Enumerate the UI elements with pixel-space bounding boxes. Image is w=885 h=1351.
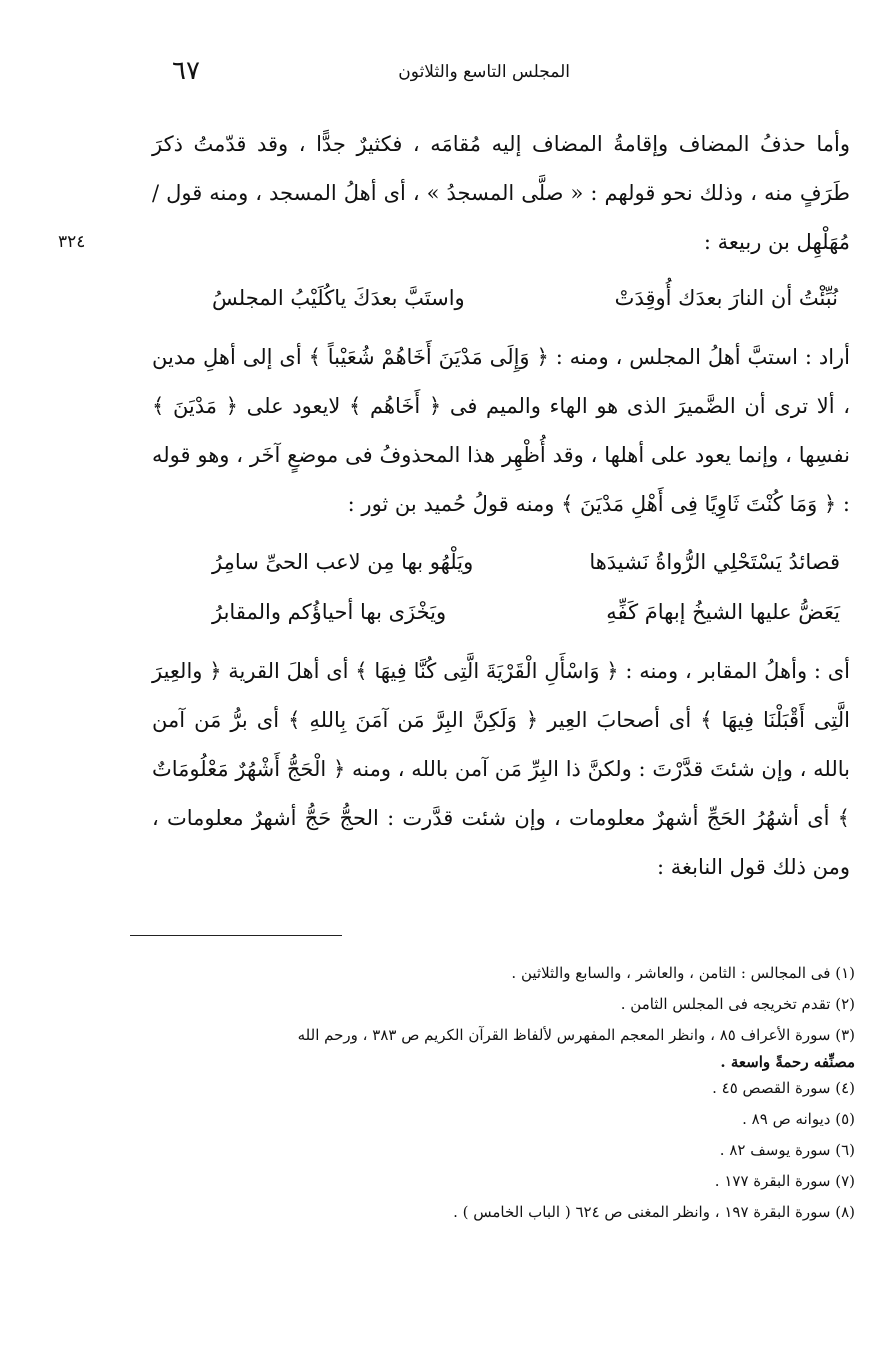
verse-2-first-hemistich: قصائدُ يَسْتَحْلِي الرُّواةُ نَشيدَها <box>589 550 840 574</box>
footnote-7: (٧) سورة البقرة ١٧٧ . <box>714 1172 855 1190</box>
verse-muhalhil <box>152 273 850 323</box>
verse-1-second-hemistich: واستَبَّ بعدَكَ ياكُلَيْبُ المجلسُ <box>212 286 465 310</box>
footnote-divider <box>130 935 342 936</box>
verse-3-first-hemistich: يَعَضُّ عليها الشيخُ إبهامَ كَفِّهِ <box>606 600 840 624</box>
verse-1-first-hemistich: نُبِّئْتُ أن النارَ بعدَك أُوقِدَتْ <box>614 286 838 310</box>
running-title: المجلس التاسع والثلاثون <box>398 62 570 82</box>
footnote-8: (٨) سورة البقرة ١٩٧ ، وانظر المغنى ص ٦٢٤ ( الباب الخامس ) . <box>453 1203 855 1221</box>
page-header <box>140 56 840 96</box>
verse-humaid-2 <box>152 587 850 637</box>
verse-humaid-1 <box>152 537 850 587</box>
main-text <box>152 120 850 892</box>
verse-2-second-hemistich: ويَلْهُو بها مِن لاعب الحىِّ سامِرُ <box>212 550 474 574</box>
footnote-4: (٤) سورة القصص ٤٥ . <box>712 1079 855 1097</box>
margin-page-reference: ٣٢٤ <box>58 232 86 252</box>
footnote-6: (٦) سورة يوسف ٨٢ . <box>719 1141 855 1159</box>
paragraph-2: أراد : استبَّ أهلُ المجلس ، ومنه : ﴿ وَإِلَى مَدْيَنَ أَخَاهُمْ شُعَيْباً ﴾ أى إلى أهلِ مدين ، ألا ترى أن الضَّميرَ الذى هو الهاء والميم فى ﴿ أَخَاهُم ﴾ لايعود على ﴿ مَدْيَنَ ﴾ نفسِها ، وإنما يعود على أهلها ، وقد أُظْهِر هذا المحذوفُ فى موضعٍ آخَر ، وهو قوله : ﴿ وَمَا كُنْتَ ثَاوِيًا فِى أَهْلِ مَدْيَنَ ﴾ ومنه قولُ حُميد بن ثور : <box>152 345 850 516</box>
footnote-5: (٥) ديوانه ص ٨٩ . <box>742 1110 855 1128</box>
footnote-2: (٢) تقدم تخريجه فى المجلس الثامن . <box>620 995 855 1013</box>
page-number: ٦٧ <box>172 56 200 86</box>
footnote-1: (١) فى المجالس : الثامن ، والعاشر ، والسابع والثلاثين . <box>511 964 855 982</box>
verse-3-second-hemistich: ويَخْزَى بها أحياؤُكم والمقابرُ <box>212 600 447 624</box>
footnotes <box>150 958 855 1228</box>
paragraph-1: وأما حذفُ المضاف وإقامةُ المضاف إليه مُقامَه ، فكثيرٌ جدًّا ، وقد قدّمتُ ذكرَ طَرَفٍ منه ، وذلك نحو قولهم : « صلَّى المسجدُ » ، أى أهلُ المسجد ، ومنه قول / مُهَلْهِل بن ربيعة : <box>152 132 850 254</box>
footnote-3: (٣) سورة الأعراف ٨٥ ، وانظر المعجم المفهرس لألفاظ القرآن الكريم ص ٣٨٣ ، ورحم الله <box>297 1026 855 1044</box>
footnote-3-continuation: مصنِّفه رحمةً واسعة . <box>720 1053 855 1071</box>
paragraph-3: أى : وأهلُ المقابر ، ومنه : ﴿ وَاسْأَلِ الْقَرْيَةَ الَّتِى كُنَّا فِيهَا ﴾ أى أهلَ القرية ﴿ والعِيرَ الَّتِى أَقْبَلْنَا فِيهَا ﴾ أى أصحابَ العِير ﴿ وَلَكِنَّ البِرَّ مَن آمَنَ بِاللهِ ﴾ أى برُّ مَن آمن بالله ، وإن شئتَ قدَّرْتَ : ولكنَّ ذا البِرِّ مَن آمن بالله ، ومنه ﴿ الْحَجُّ أَشْهُرٌ مَعْلُومَاتٌ ﴾ أى أشهُرُ الحَجِّ أشهرٌ معلومات ، وإن شئت قدَّرت : الحجُّ حَجُّ أشهرٌ معلومات ، ومن ذلك قول النابغة : <box>152 659 850 879</box>
